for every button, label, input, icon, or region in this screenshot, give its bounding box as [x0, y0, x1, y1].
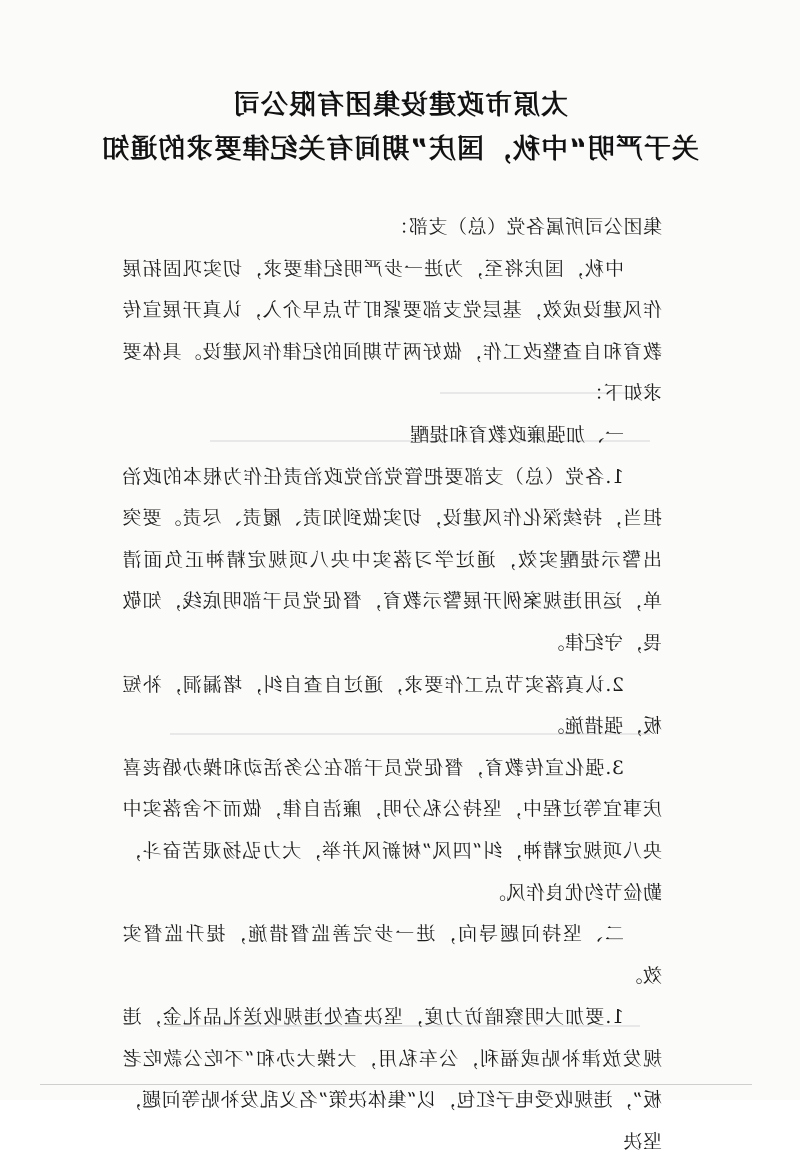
- page-bottom-edge: [40, 1084, 752, 1085]
- document-title-company: 太原市政建设集团有限公司: [232, 90, 568, 121]
- paragraph-1-2: 2.认真落实节点工作要求，通过自查自纠，堵漏洞，补短板，强措施。: [122, 673, 662, 738]
- document-header: [0, 84, 800, 172]
- section-heading-2: 二、坚持问题导向，进一步完善监督措施，提升监督实效。: [122, 923, 662, 987]
- paragraph-1-1: 1.各党（总）支部要把管党治党政治责任作为根本的政治担当，持续深化作风建设，切实做到知责、履责、尽责。要突出警示提醒实效，通过学习落实中央八项规定精神正负面清单，运用违规案例开展警示教育，督促党员干部明底线，知敬畏，守纪律。: [122, 465, 662, 654]
- salutation: 集团公司所属各党（总）支部：: [388, 216, 662, 238]
- section-heading-1: 一、加强廉政教育和提醒: [409, 423, 624, 446]
- paragraph-2-1: 1.要加大明察暗访力度，坚决查处违规收送礼品礼金，违规发放津补贴或福利，公车私用，大操大办和“不吃公款吃老板”，违规收受电子红包，以“集体决策”名义乱发补贴等问题，坚决: [122, 1006, 662, 1154]
- paragraph-1-3: 3.强化宣传教育，督促党员干部在公务活动和操办婚丧喜庆事宜等过程中，坚持公私分明，廉洁自律，做而不舍落实中央八项规定精神，纠“四风”树新风并举，大力弘扬艰苦奋斗，勤俭节约优良作风。: [122, 756, 662, 904]
- paragraph-intro: 中秋，国庆将至，为进一步严明纪律要求，切实巩固拓展作风建设成效，基层党支部要紧盯节点早介入，认真开展宣传教育和自查整改工作，做好两节期间的纪律作风建设。具体要求如下：: [122, 257, 662, 405]
- document-title-notice: 关于严明“中秋，国庆”期间有关纪律要求的通知: [101, 134, 699, 165]
- document-body: [122, 207, 662, 1164]
